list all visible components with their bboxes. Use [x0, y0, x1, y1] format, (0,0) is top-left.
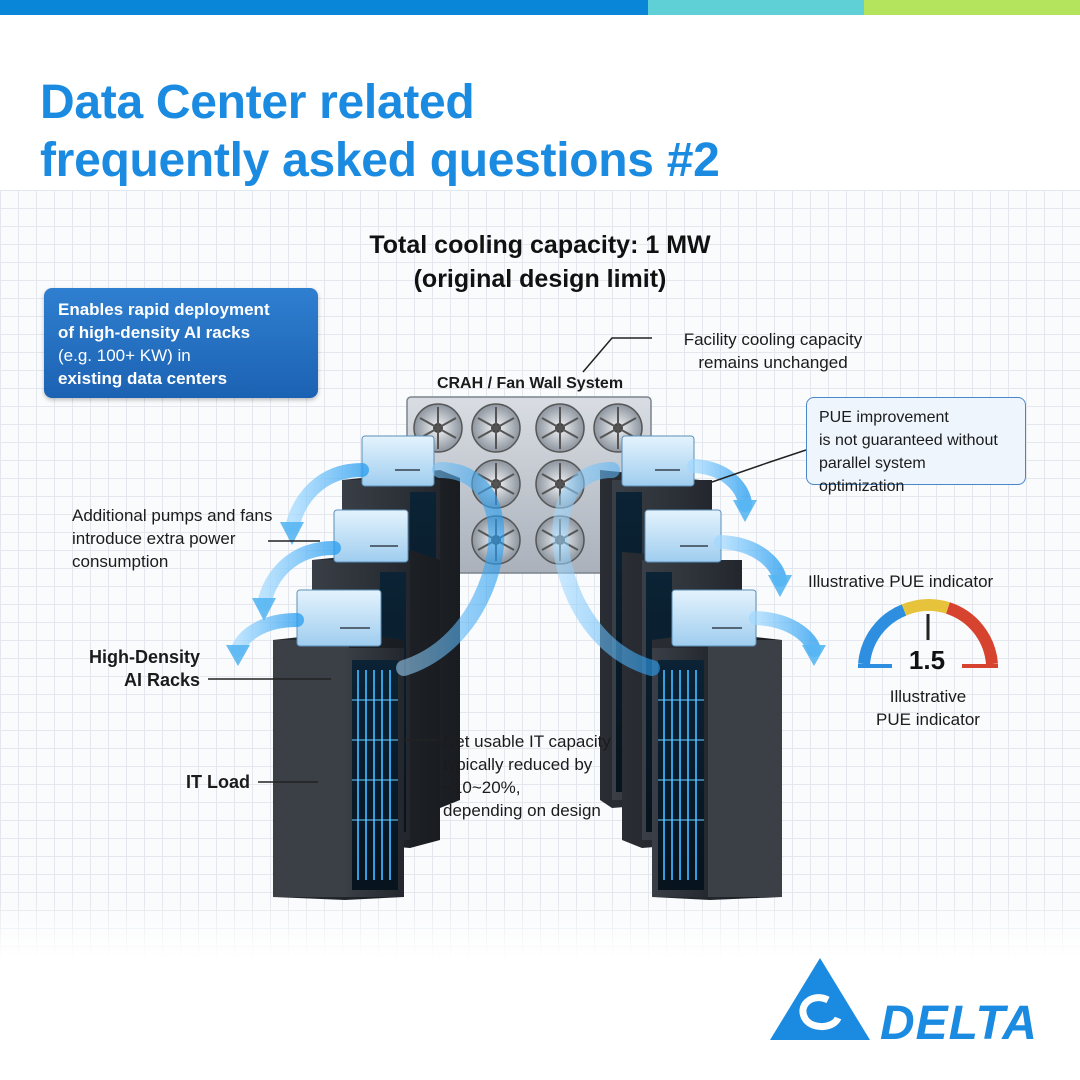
net-note-line-3: ~10~20%, [443, 778, 521, 797]
fan-icon [472, 404, 520, 452]
racks-label-line-2: AI Racks [123, 670, 200, 690]
server-rack-icon [273, 632, 404, 900]
cdu-unit-icon [645, 510, 721, 562]
net-note-line-2: typically reduced by [443, 755, 593, 774]
facility-note-line-2: remains unchanged [698, 353, 848, 372]
page-title-line-1: Data Center related [40, 76, 475, 129]
gauge-caption-line-2: PUE indicator [876, 710, 980, 729]
pumps-note-line-1: Additional pumps and fans [72, 506, 273, 525]
pumps-note-line-3: consumption [72, 552, 169, 571]
cdu-unit-icon [362, 436, 434, 486]
pumps-note-line-2: introduce extra power [72, 529, 236, 548]
pue-note-line-2: is not guaranteed without [819, 432, 998, 449]
right-rack-row [600, 436, 782, 900]
gauge-title: Illustrative PUE indicator [808, 572, 994, 591]
gauge-caption [840, 685, 1016, 731]
diagram-heading-line-2: (original design limit) [413, 265, 667, 293]
cdu-unit-icon [672, 590, 756, 646]
callout-line-4: existing data centers [58, 369, 228, 388]
diagram-heading-line-1: Total cooling capacity: 1 MW [369, 231, 711, 259]
delta-brand-name: DELTA [880, 997, 1038, 1050]
rapid-deployment-callout [44, 288, 318, 398]
gauge-caption-line-1: Illustrative [889, 687, 967, 706]
facility-cooling-note [658, 328, 888, 374]
net-capacity-note [443, 730, 643, 822]
cdu-unit-icon [297, 590, 381, 646]
net-note-line-4: depending on design [443, 801, 601, 820]
high-density-racks-label [60, 646, 200, 692]
delta-logo-icon [770, 958, 870, 1040]
server-rack-icon [652, 632, 782, 900]
fan-icon [536, 404, 584, 452]
net-note-line-1: Net usable IT capacity [443, 732, 611, 751]
pue-note-line-3: parallel system optimization [819, 455, 926, 495]
callout-line-3: (e.g. 100+ KW) in [58, 346, 191, 365]
page-title-line-2: frequently asked questions #2 [40, 134, 720, 187]
pue-value: 1.5 [908, 645, 946, 675]
racks-label-line-1: High-Density [88, 647, 200, 667]
pue-improvement-note [806, 397, 1026, 495]
pumps-fans-note [72, 504, 332, 573]
it-load-label: IT Load [186, 772, 250, 792]
cdu-unit-icon [334, 510, 408, 562]
crah-label: CRAH / Fan Wall System [436, 375, 624, 392]
callout-line-2: of high-density AI racks [58, 323, 251, 342]
pue-note-line-1: PUE improvement [819, 409, 949, 426]
facility-note-line-1: Facility cooling capacity [683, 330, 863, 349]
cdu-unit-icon [622, 436, 694, 486]
callout-line-1: Enables rapid deployment [58, 300, 270, 319]
diagram-heading [240, 228, 840, 296]
